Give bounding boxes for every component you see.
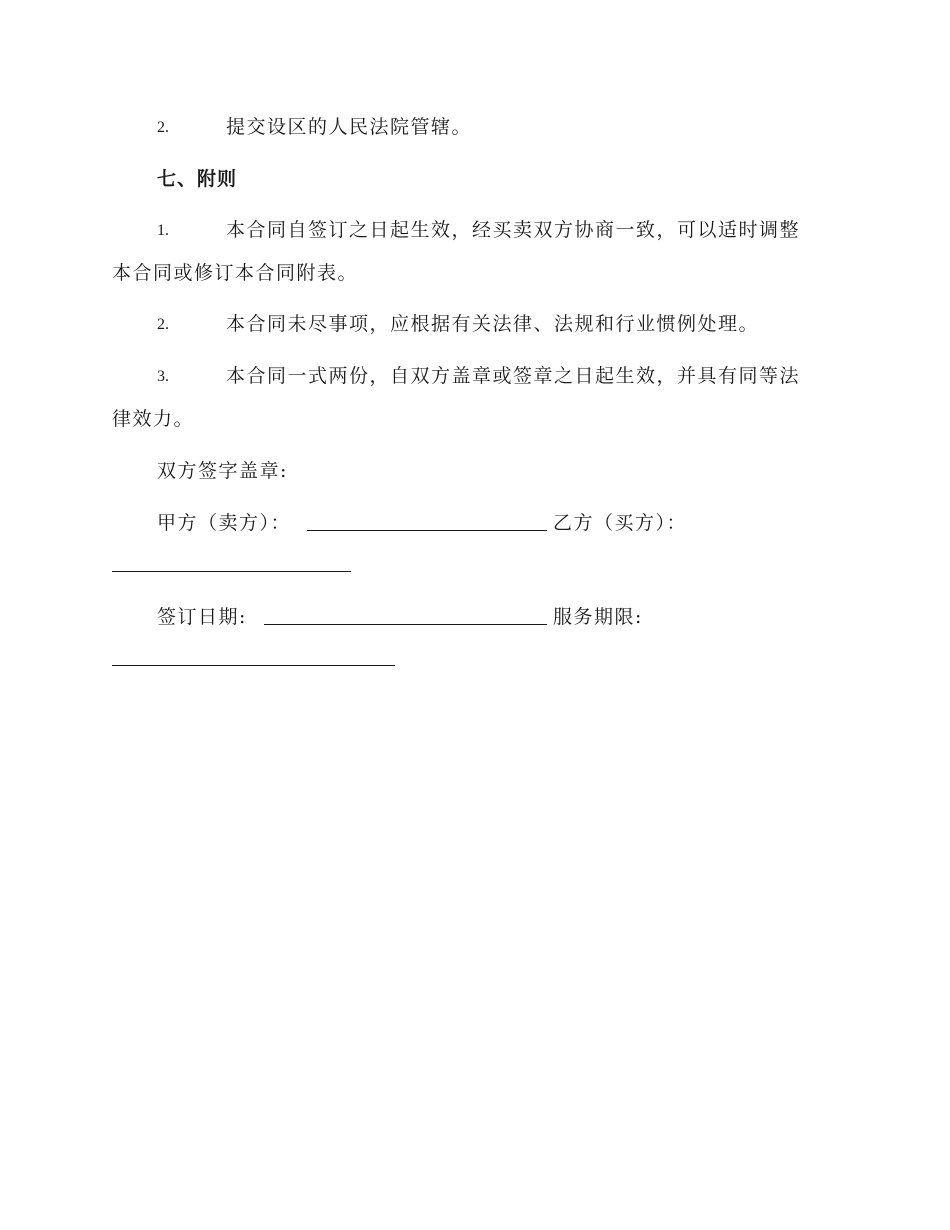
- clause-3-text-line1: 本合同一式两份，自双方盖章或签章之日起生效，并具有同等法: [226, 365, 801, 387]
- sign-date-label: 签订日期:: [157, 606, 247, 628]
- service-term-label: 服务期限:: [553, 606, 643, 628]
- party-a-label: 甲方（卖方）：: [157, 512, 292, 534]
- clause-3-number: 3.: [157, 368, 169, 385]
- party-b-label: 乙方（买方）：: [553, 512, 688, 534]
- list-item-text: 提交设区的人民法院管辖。: [226, 116, 473, 138]
- party-b-signature-line[interactable]: [112, 571, 351, 572]
- clause-2-text: 本合同未尽事项，应根据有关法律、法规和行业惯例处理。: [226, 313, 760, 335]
- clause-1-text-line2: 本合同或修订本合同附表。: [112, 262, 359, 284]
- service-term-line[interactable]: [112, 665, 395, 666]
- list-number: 2.: [157, 119, 169, 136]
- party-a-signature-line[interactable]: [307, 530, 547, 531]
- signature-heading: 双方签字盖章:: [157, 460, 288, 482]
- clause-1-number: 1.: [157, 222, 169, 239]
- clause-1-text-line1: 本合同自签订之日起生效，经买卖双方协商一致，可以适时调整: [226, 219, 801, 241]
- clause-3-text-line2: 律效力。: [112, 408, 195, 430]
- sign-date-line[interactable]: [264, 624, 547, 625]
- section-heading: 七、附则: [157, 168, 238, 190]
- clause-2-number: 2.: [157, 316, 169, 333]
